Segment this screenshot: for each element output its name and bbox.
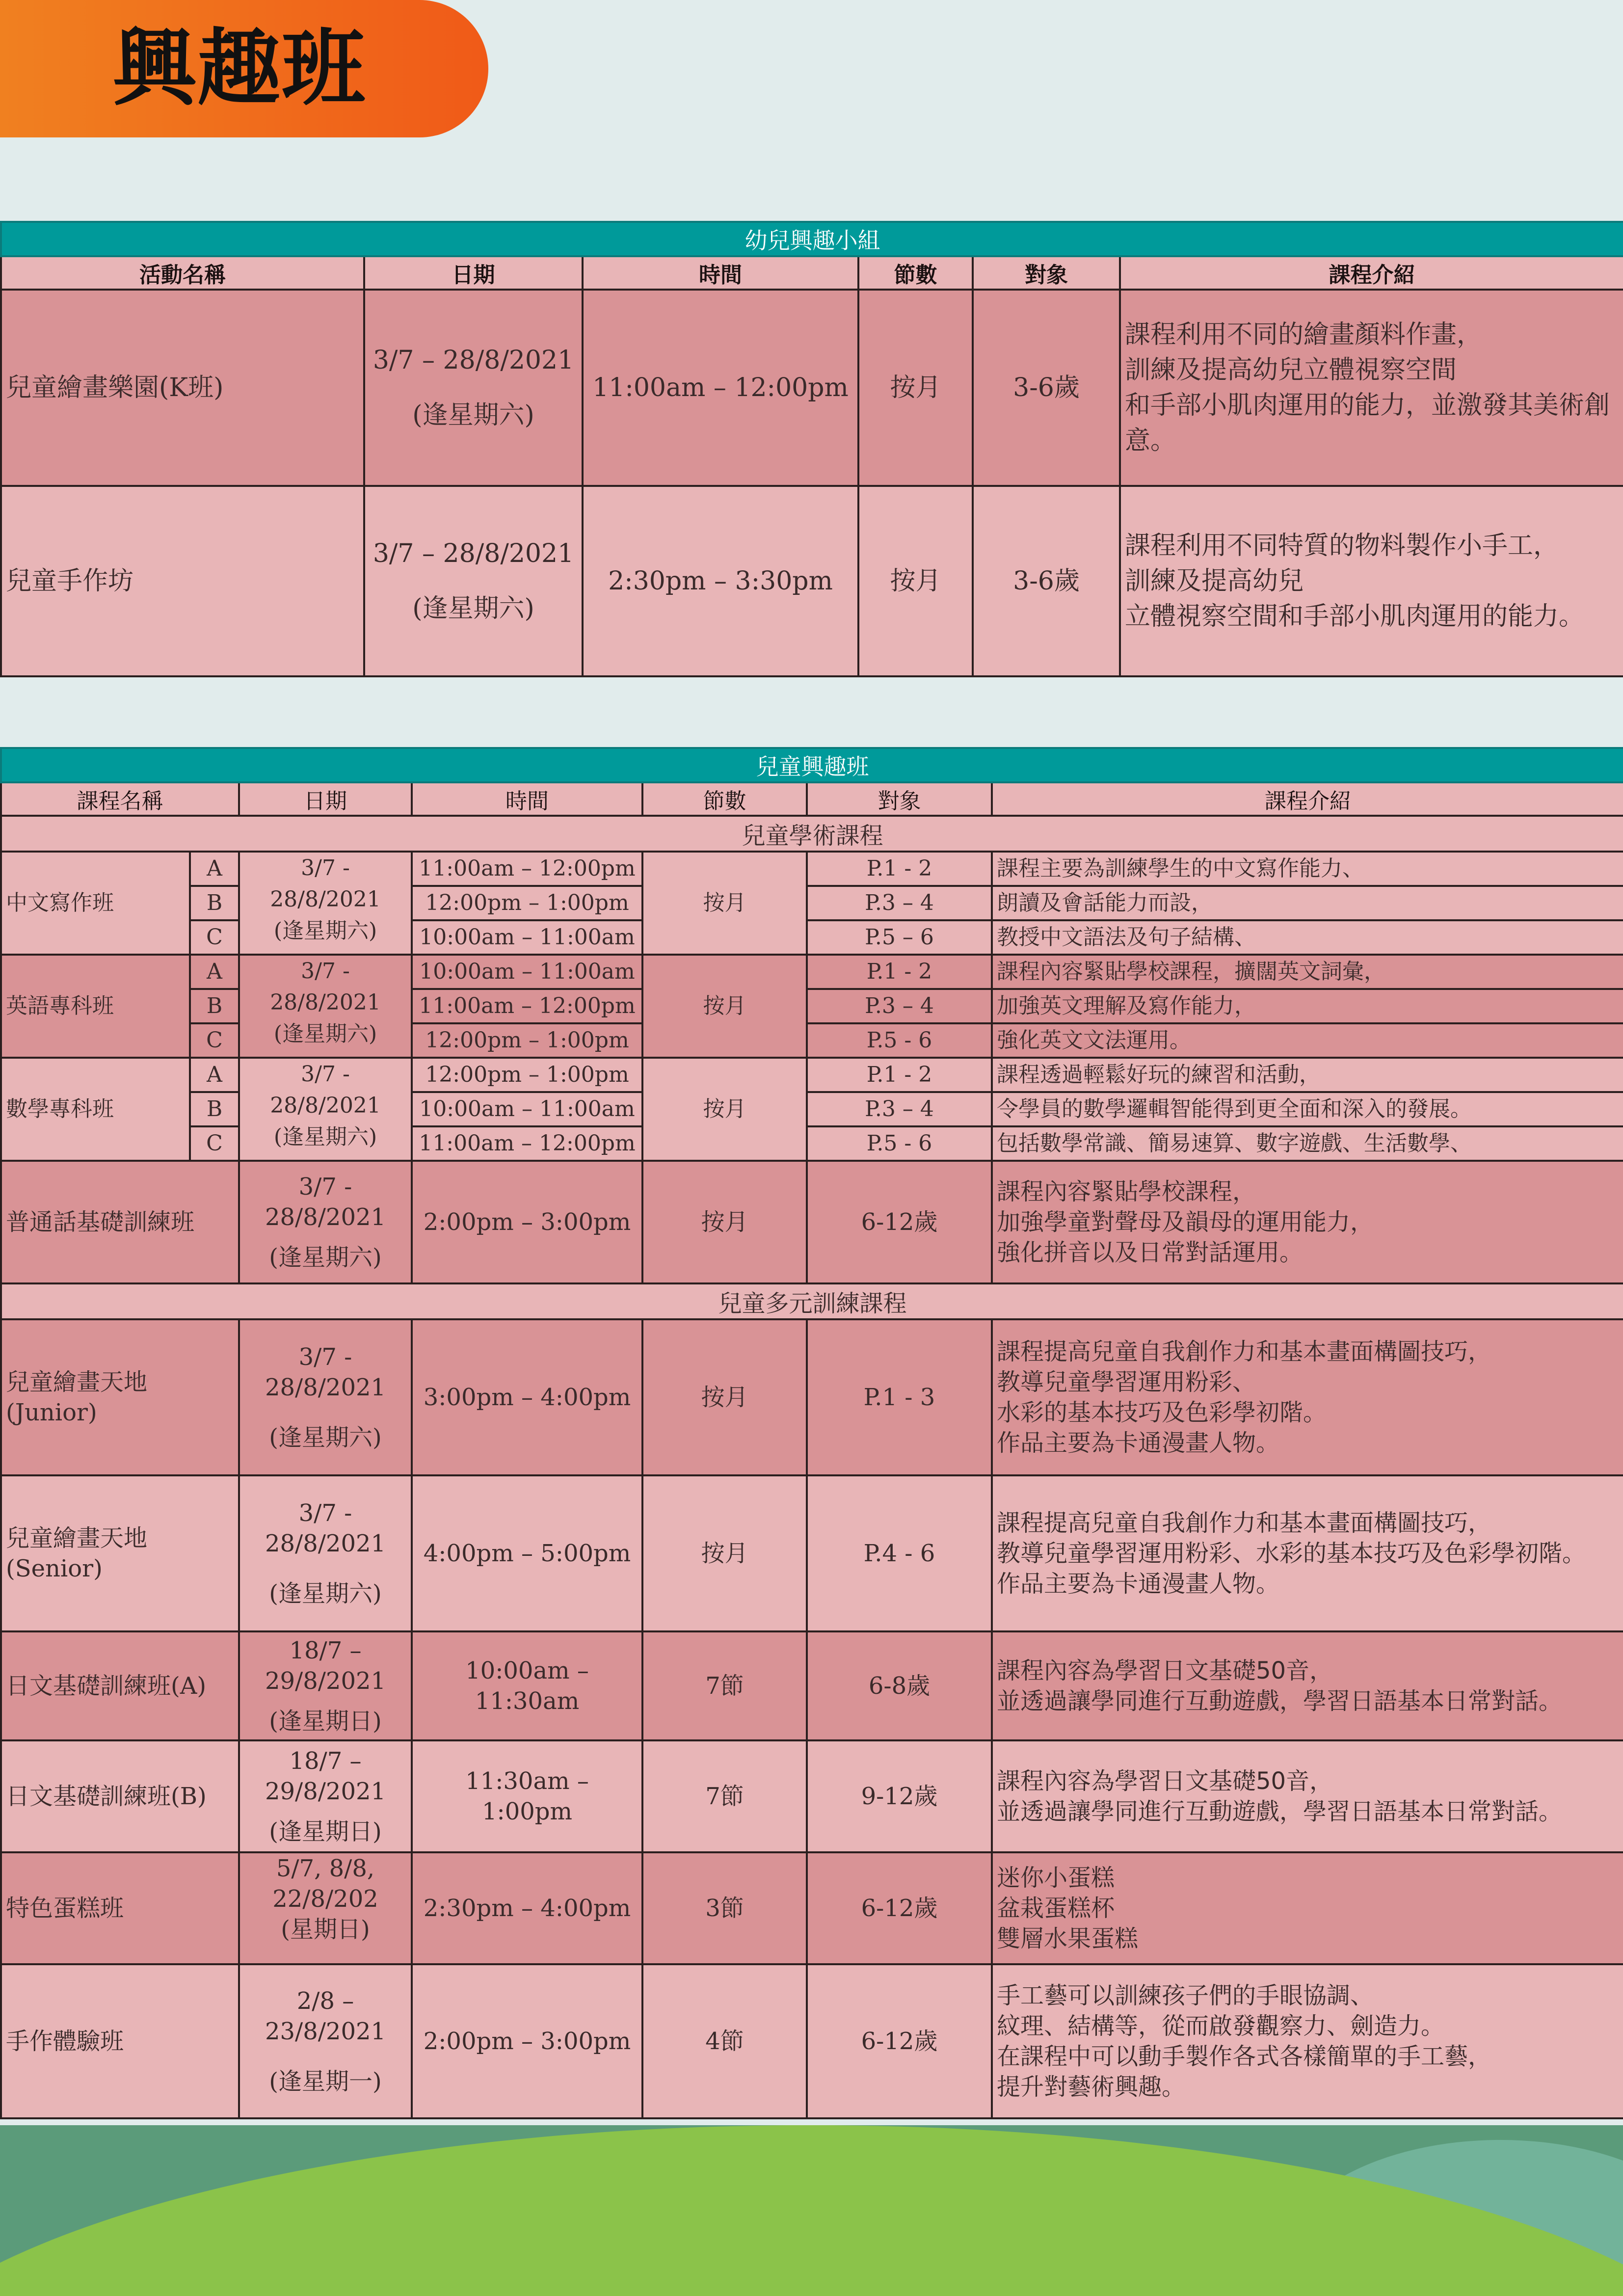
table-row	[1, 1161, 1623, 1283]
course-name: 兒童繪畫天地(Senior)	[1, 1475, 239, 1631]
page-title: 興趣班	[113, 20, 367, 117]
course-target: 9-12歲	[807, 1740, 992, 1852]
course-date: 3/7 - 28/8/2021 (逢星期六)	[239, 1319, 412, 1475]
course-time: 2:30pm – 4:00pm	[412, 1852, 642, 1964]
class-letter: B	[190, 886, 239, 920]
course-target: 3-6歲	[973, 486, 1120, 676]
class-letter: B	[190, 1092, 239, 1126]
column-header: 課程名稱	[1, 782, 239, 816]
course-date: 2/8 – 23/8/2021 (逢星期一)	[239, 1964, 412, 2118]
course-sessions: 按月	[642, 1475, 807, 1631]
course-description: 課程提高兒童自我創作力和基本畫面構圖技巧， 教導兒童學習運用粉彩、水彩的基本技巧及色彩學初階。 作品主要為卡通漫畫人物。	[992, 1475, 1623, 1631]
course-date: 3/7 - 28/8/2021 (逢星期六)	[239, 1058, 412, 1161]
course-description: 課程利用不同的繪畫顏料作畫， 訓練及提高幼兒立體視察空間 和手部小肌肉運用的能力，並激發其美術創意。	[1120, 290, 1623, 486]
course-sessions: 按月	[858, 486, 973, 676]
table-row	[1, 486, 1623, 676]
course-sessions: 按月	[642, 955, 807, 1058]
column-header: 時間	[412, 782, 642, 816]
column-header: 對象	[973, 256, 1120, 290]
course-date: 18/7 – 29/8/2021 (逢星期日)	[239, 1740, 412, 1852]
course-time: 12:00pm – 1:00pm	[412, 1058, 642, 1092]
course-time: 10:00am – 11:00am	[412, 1092, 642, 1126]
course-time: 2:00pm – 3:00pm	[412, 1161, 642, 1283]
class-letter: A	[190, 1058, 239, 1092]
course-description: 課程透過輕鬆好玩的練習和活動，	[992, 1058, 1623, 1092]
course-date: 3/7 - 28/8/2021 (逢星期六)	[239, 852, 412, 955]
course-time: 12:00pm – 1:00pm	[412, 1023, 642, 1058]
course-time: 11:00am – 12:00pm	[412, 852, 642, 886]
course-description: 包括數學常識、簡易速算、數字遊戲、生活數學、	[992, 1126, 1623, 1161]
table-row	[1, 1631, 1623, 1740]
course-description: 令學員的數學邏輯智能得到更全面和深入的發展。	[992, 1092, 1623, 1126]
course-time: 12:00pm – 1:00pm	[412, 886, 642, 920]
course-target: 6-8歲	[807, 1631, 992, 1740]
course-sessions: 3節	[642, 1852, 807, 1964]
footer-decoration	[0, 2125, 1623, 2296]
section-title: 兒童多元訓練課程	[1, 1283, 1623, 1319]
course-target: P.1 - 2	[807, 955, 992, 989]
course-time: 10:00am – 11:00am	[412, 920, 642, 955]
course-target: P.5 – 6	[807, 920, 992, 955]
section-title: 兒童學術課程	[1, 816, 1623, 852]
kids-interest-class-table	[0, 747, 1623, 2119]
course-sessions: 按月	[858, 290, 973, 486]
course-time: 2:00pm – 3:00pm	[412, 1964, 642, 2118]
course-sessions: 7節	[642, 1740, 807, 1852]
course-description: 迷你小蛋糕 盆栽蛋糕杯 雙層水果蛋糕	[992, 1852, 1623, 1964]
class-letter: C	[190, 1023, 239, 1058]
class-letter: A	[190, 852, 239, 886]
column-header: 日期	[364, 256, 583, 290]
course-date: 5/7, 8/8, 22/8/202 (星期日)	[239, 1852, 412, 1964]
course-time: 4:00pm – 5:00pm	[412, 1475, 642, 1631]
table-row	[1, 1740, 1623, 1852]
course-target: P.3 – 4	[807, 1092, 992, 1126]
course-time: 11:00am – 12:00pm	[583, 290, 858, 486]
course-sessions: 4節	[642, 1964, 807, 2118]
course-date: 3/7 - 28/8/2021 (逢星期六)	[239, 955, 412, 1058]
course-name: 日文基礎訓練班(B)	[1, 1740, 239, 1852]
course-name: 英語專科班	[1, 955, 190, 1058]
course-name: 兒童繪畫天地(Junior)	[1, 1319, 239, 1475]
table-row	[1, 290, 1623, 486]
course-description: 課程內容為學習日文基礎50音， 並透過讓學同進行互動遊戲，學習日語基本日常對話。	[992, 1631, 1623, 1740]
course-name: 手作體驗班	[1, 1964, 239, 2118]
course-name: 中文寫作班	[1, 852, 190, 955]
course-target: 6-12歲	[807, 1964, 992, 2118]
column-header: 課程介紹	[1120, 256, 1623, 290]
course-description: 課程內容緊貼學校課程， 加強學童對聲母及韻母的運用能力， 強化拼音以及日常對話運用。	[992, 1161, 1623, 1283]
course-date: 3/7 – 28/8/2021 (逢星期六)	[364, 290, 583, 486]
column-header: 對象	[807, 782, 992, 816]
course-name: 兒童手作坊	[1, 486, 364, 676]
course-name: 特色蛋糕班	[1, 1852, 239, 1964]
course-description: 教授中文語法及句子結構、	[992, 920, 1623, 955]
course-sessions: 按月	[642, 1319, 807, 1475]
course-target: 6-12歲	[807, 1852, 992, 1964]
course-sessions: 7節	[642, 1631, 807, 1740]
course-date: 3/7 – 28/8/2021 (逢星期六)	[364, 486, 583, 676]
column-header: 課程介紹	[992, 782, 1623, 816]
course-sessions: 按月	[642, 1058, 807, 1161]
table-row	[1, 1964, 1623, 2118]
course-description: 課程內容為學習日文基礎50音， 並透過讓學同進行互動遊戲，學習日語基本日常對話。	[992, 1740, 1623, 1852]
course-description: 強化英文文法運用。	[992, 1023, 1623, 1058]
course-date: 18/7 – 29/8/2021 (逢星期日)	[239, 1631, 412, 1740]
table-row	[1, 1058, 1623, 1092]
hill-shape	[0, 2125, 1623, 2296]
course-target: P.1 - 2	[807, 852, 992, 886]
course-time: 3:00pm – 4:00pm	[412, 1319, 642, 1475]
course-name: 日文基礎訓練班(A)	[1, 1631, 239, 1740]
course-description: 朗讀及會話能力而設，	[992, 886, 1623, 920]
table-row	[1, 1475, 1623, 1631]
kids-interest-group-table	[0, 221, 1623, 677]
column-header: 時間	[583, 256, 858, 290]
course-time: 11:30am – 1:00pm	[412, 1740, 642, 1852]
course-name: 兒童繪畫樂園(K班)	[1, 290, 364, 486]
course-time: 11:00am – 12:00pm	[412, 1126, 642, 1161]
course-target: P.1 - 2	[807, 1058, 992, 1092]
course-target: P.3 – 4	[807, 886, 992, 920]
course-description: 課程主要為訓練學生的中文寫作能力、	[992, 852, 1623, 886]
table-row	[1, 1852, 1623, 1964]
course-target: P.5 - 6	[807, 1126, 992, 1161]
course-time: 11:00am – 12:00pm	[412, 989, 642, 1023]
course-name: 普通話基礎訓練班	[1, 1161, 239, 1283]
course-description: 手工藝可以訓練孩子們的手眼協調、 紋理、結構等，從而啟發觀察力、劍造力。 在課程中可以動手製作各式各樣簡單的手工藝， 提升對藝術興趣。	[992, 1964, 1623, 2118]
class-letter: A	[190, 955, 239, 989]
class-letter: B	[190, 989, 239, 1023]
course-time: 2:30pm – 3:30pm	[583, 486, 858, 676]
course-description: 加強英文理解及寫作能力，	[992, 989, 1623, 1023]
table-row	[1, 1319, 1623, 1475]
table-banner: 幼兒興趣小組	[1, 222, 1623, 256]
course-name: 數學專科班	[1, 1058, 190, 1161]
course-description: 課程內容緊貼學校課程，擴闊英文詞彙，	[992, 955, 1623, 989]
course-target: P.4 - 6	[807, 1475, 992, 1631]
column-header: 節數	[642, 782, 807, 816]
course-time: 10:00am – 11:00am	[412, 955, 642, 989]
course-target: P.1 - 3	[807, 1319, 992, 1475]
column-header: 節數	[858, 256, 973, 290]
course-sessions: 按月	[642, 1161, 807, 1283]
course-time: 10:00am – 11:30am	[412, 1631, 642, 1740]
course-description: 課程提高兒童自我創作力和基本畫面構圖技巧， 教導兒童學習運用粉彩、 水彩的基本技巧及色彩學初階。 作品主要為卡通漫畫人物。	[992, 1319, 1623, 1475]
course-description: 課程利用不同特質的物料製作小手工， 訓練及提高幼兒 立體視察空間和手部小肌肉運用的能力。	[1120, 486, 1623, 676]
course-date: 3/7 - 28/8/2021 (逢星期六)	[239, 1475, 412, 1631]
table-row	[1, 852, 1623, 886]
course-target: 6-12歲	[807, 1161, 992, 1283]
class-letter: C	[190, 920, 239, 955]
table-banner: 兒童興趣班	[1, 748, 1623, 782]
course-target: P.3 – 4	[807, 989, 992, 1023]
course-target: P.5 - 6	[807, 1023, 992, 1058]
column-header: 活動名稱	[1, 256, 364, 290]
column-header: 日期	[239, 782, 412, 816]
class-letter: C	[190, 1126, 239, 1161]
table-row	[1, 955, 1623, 989]
course-date: 3/7 - 28/8/2021 (逢星期六)	[239, 1161, 412, 1283]
course-target: 3-6歲	[973, 290, 1120, 486]
course-sessions: 按月	[642, 852, 807, 955]
